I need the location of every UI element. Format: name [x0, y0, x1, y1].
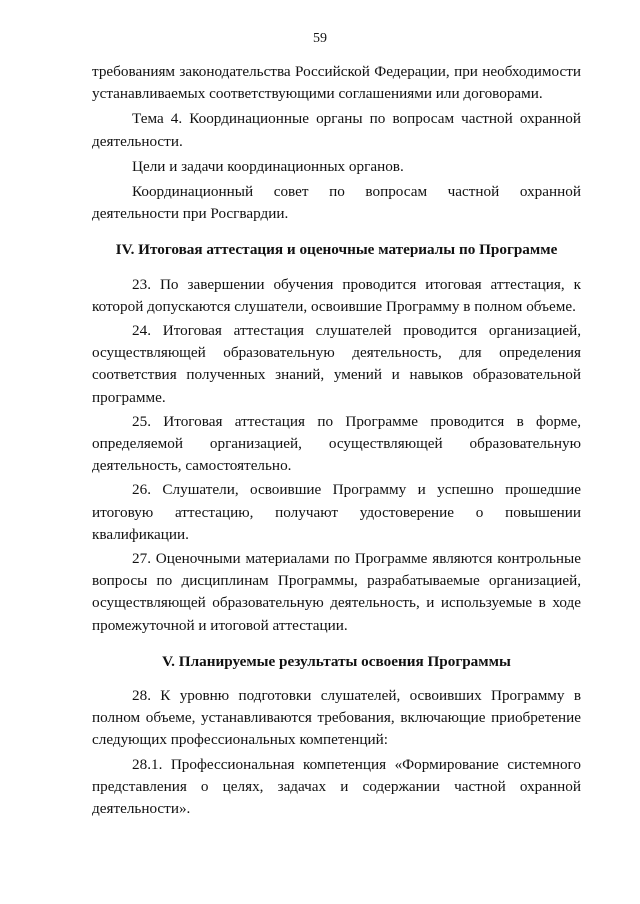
page-number: 59 [313, 31, 327, 46]
paragraph-topic-4: Тема 4. Координационные органы по вопросам частной охранной деятельности. [92, 110, 581, 150]
paragraph-27: 27. Оценочными материалами по Программе являются контрольные вопросы по дисциплинам Программы, разрабатываемые организацией, осуществляющей образовательную деятельность, и используемые в ходе промежуточной и итоговой аттестации. [92, 550, 581, 634]
section-heading-iv: IV. Итоговая аттестация и оценочные материалы по Программе [115, 241, 558, 259]
paragraph-council: Координационный совет по вопросам частной охранной деятельности при Росгвардии. [92, 183, 581, 223]
paragraph-24: 24. Итоговая аттестация слушателей проводится организацией, осуществляющей образовательную деятельность, для определения соответствия полученных знаний, умений и навыков образовательной программе. [92, 322, 581, 406]
paragraph-25: 25. Итоговая аттестация по Программе проводится в форме, определяемой организацией, осуществляющей образовательную деятельность, самостоятельно. [92, 412, 581, 475]
document-body [92, 61, 581, 820]
paragraph-goals: Цели и задачи координационных органов. [132, 157, 404, 175]
paragraph-28-1: 28.1. Профессиональная компетенция «Формирование системного представления о целях, задачах и содержании частной охранной деятельности». [92, 755, 581, 818]
paragraph-28: 28. К уровню подготовки слушателей, освоивших Программу в полном объеме, устанавливаются требования, включающие приобретение следующих профессиональных компетенций: [92, 687, 581, 749]
paragraph-26: 26. Слушатели, освоившие Программу и успешно прошедшие итоговую аттестацию, получают удостоверение о повышении квалификации. [92, 481, 581, 543]
paragraph-continuation: требованиям законодательства Российской Федерации, при необходимости устанавливаемых соответствующими соглашениями или договорами. [92, 63, 581, 103]
section-heading-v: V. Планируемые результаты освоения Программы [162, 652, 511, 670]
paragraph-23: 23. По завершении обучения проводится итоговая аттестация, к которой допускаются слушатели, освоившие Программу в полном объеме. [92, 275, 581, 315]
